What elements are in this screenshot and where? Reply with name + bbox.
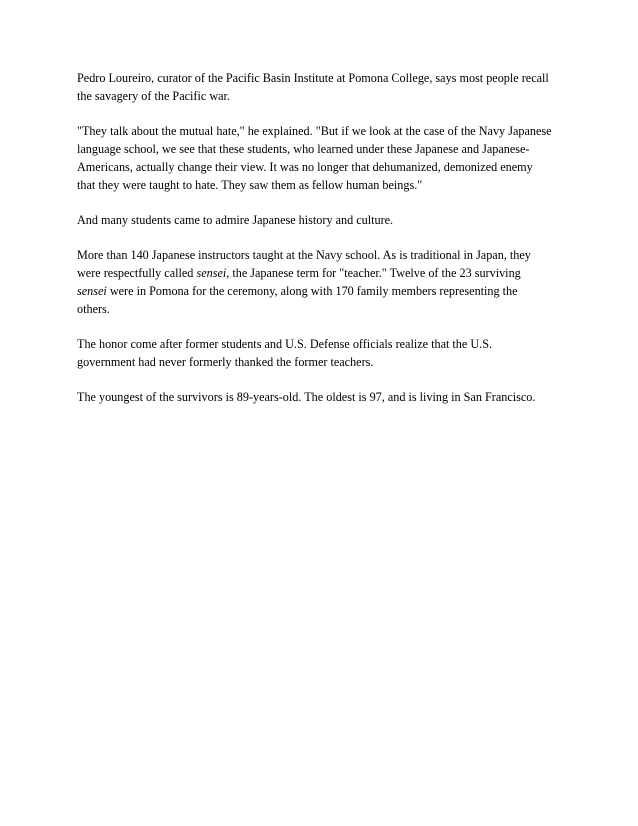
paragraph-honor (77, 335, 577, 371)
text-segment: were in Pomona for the ceremony, along with 170 family members representing the (106, 284, 518, 298)
paragraph-quote (77, 122, 577, 194)
text-line: The youngest of the survivors is 89-years-old. The oldest is 97, and is living in San Francisco. (77, 390, 536, 404)
text-line: others. (77, 302, 110, 316)
paragraph-survivors (77, 388, 577, 406)
text-line: that they were taught to hate. They saw them as fellow human beings." (77, 178, 423, 192)
paragraph-instructors (77, 246, 577, 318)
text-line: And many students came to admire Japanese history and culture. (77, 213, 394, 227)
text-line: language school, we see that these students, who learned under these Japanese and Japanese- (77, 142, 530, 156)
text-line (77, 282, 577, 300)
text-line: Pedro Loureiro, curator of the Pacific Basin Institute at Pomona College, says most people recall (77, 71, 549, 85)
text-line: the savagery of the Pacific war. (77, 89, 230, 103)
text-line (77, 264, 577, 282)
text-line: More than 140 Japanese instructors taught at the Navy school. As is traditional in Japan, they (77, 248, 531, 262)
text-line: government had never formerly thanked the former teachers. (77, 355, 374, 369)
text-segment: were respectfully called (77, 266, 197, 280)
paragraph-intro (77, 69, 577, 105)
text-segment: the Japanese term for "teacher." Twelve of the 23 surviving (229, 266, 521, 280)
text-line: Americans, actually change their view. It was no longer that dehumanized, demonized enemy (77, 160, 533, 174)
paragraph-students (77, 211, 577, 229)
text-line: The honor come after former students and U.S. Defense officials realize that the U.S. (77, 337, 493, 351)
italic-term: sensei (77, 284, 107, 298)
italic-term: sensei, (196, 266, 230, 280)
article-body (77, 69, 577, 423)
text-line: "They talk about the mutual hate," he explained. "But if we look at the case of the Navy Japanese (77, 124, 552, 138)
